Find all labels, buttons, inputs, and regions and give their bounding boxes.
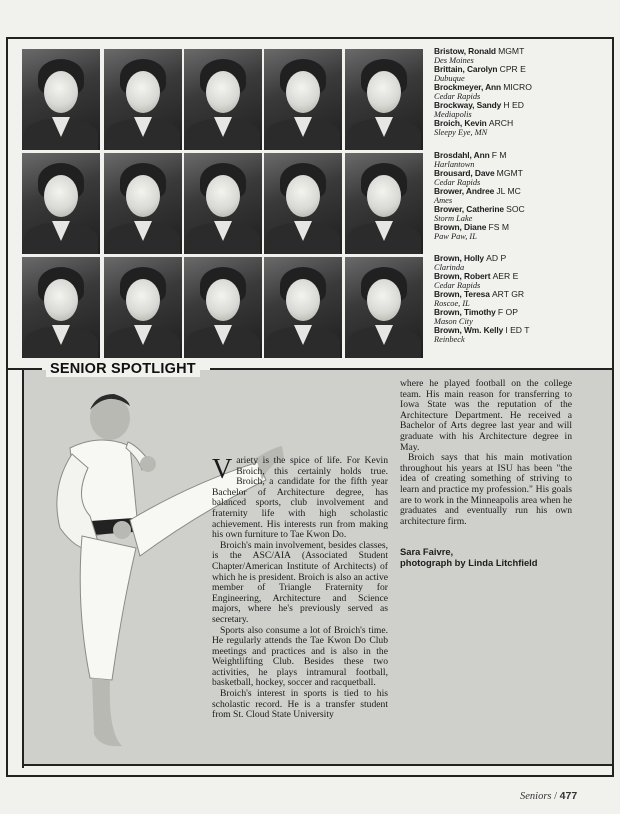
portrait-photo xyxy=(184,49,262,150)
name-entry: Brown, Wm. Kelly I ED T Reinbeck xyxy=(434,325,530,344)
paragraph: where he played football on the college team. His main reason for transferring to Iowa State was the reputation of the Architecture Department. He received a Bachelor of Arts degree last year and will graduate with his Architecture degree in May. xyxy=(400,378,572,453)
name-entry: Brown, Teresa ART GR Roscoe, IL xyxy=(434,289,525,308)
name-entry: Bristow, Ronald MGMT Des Moines xyxy=(434,46,525,65)
portrait-photo xyxy=(264,153,342,254)
portrait-photo xyxy=(104,257,182,358)
name-list-row-3 xyxy=(434,254,530,344)
portrait-grid xyxy=(22,47,424,359)
article-column-2 xyxy=(400,379,572,527)
paragraph: Broich says that his main motivation throughout his years at ISU has been "the idea of creating something of striving to learn and practice my profession." His goals are to work in the Minneapolis area when he graduates and eventually run his own architecture firm. xyxy=(400,452,572,527)
author: Sara Faivre, xyxy=(400,546,454,557)
name-entry: Brown, Robert AER E Cedar Rapids xyxy=(434,271,519,290)
name-entry: Broich, Kevin ARCH Sleepy Eye, MN xyxy=(434,118,514,137)
name-entry: Brockway, Sandy H ED Mediapolis xyxy=(434,100,524,119)
name-entry: Brittain, Carolyn CPR E Dubuque xyxy=(434,64,526,83)
portrait-photo xyxy=(345,49,423,150)
portrait-photo xyxy=(22,153,100,254)
paragraph: Broich's interest in sports is tied to his scholastic record. He is a transfer student from St. Cloud State University xyxy=(212,688,388,721)
name-entry: Brosdahl, Ann F M Harlantown xyxy=(434,150,507,169)
name-entry: Brown, Holly AD P Clarinda xyxy=(434,253,507,272)
portrait-photo xyxy=(264,49,342,150)
drop-cap: V xyxy=(212,454,233,485)
paragraph: ariety is the spice of life. For Kevin Broich, this certainly holds true. Broich, a candidate for the fifth year Bachelor of Architecture degree, has balanced sports, club involvement and fraternity life with high scholastic achievement. His interests run from making his own furniture to Tae Kwon Do. xyxy=(212,455,388,541)
divider xyxy=(22,368,24,768)
paragraph: Broich's main involvement, besides classes, is the ASC/AIA (Associated Student Chapter/American Institute of Architects) of which he is president. Broich is also an active member of Triangle Fraternity for Engineering, Architecture and Science majors, where he's previously served as secretary. xyxy=(212,539,388,625)
photo-credit: photograph by Linda Litchfield xyxy=(400,557,538,568)
name-list-row-2 xyxy=(434,151,525,241)
article-column-1 xyxy=(212,456,388,721)
portrait-photo xyxy=(104,153,182,254)
name-entry: Brockmeyer, Ann MICRO Cedar Rapids xyxy=(434,82,532,101)
name-entry: Brown, Diane FS M Paw Paw, IL xyxy=(434,222,510,241)
portrait-photo xyxy=(22,257,100,358)
section-name: Seniors xyxy=(520,791,552,802)
portrait-photo xyxy=(184,257,262,358)
name-entry: Brower, Catherine SOC Storm Lake xyxy=(434,204,525,223)
divider xyxy=(210,368,614,370)
name-entry: Brousard, Dave MGMT Cedar Rapids xyxy=(434,168,523,187)
portrait-photo xyxy=(104,49,182,150)
separator: / xyxy=(554,791,558,802)
name-entry: Brower, Andree JL MC Ames xyxy=(434,186,521,205)
paragraph: Sports also consume a lot of Broich's time. He regularly attends the Tae Kwon Do Club meetings and practices and is also in the Weightlifting Club. Besides these two activities, he plays intramural football, basketball, hockey, soccer and racquetball. xyxy=(212,624,388,689)
page-number: 477 xyxy=(559,790,578,802)
spotlight-heading: SENIOR SPOTLIGHT xyxy=(46,361,200,377)
name-entry: Brown, Timothy F OP Mason City xyxy=(434,307,518,326)
divider xyxy=(6,368,42,370)
portrait-photo xyxy=(345,257,423,358)
portrait-photo xyxy=(22,49,100,150)
portrait-photo xyxy=(345,153,423,254)
name-list-row-1 xyxy=(434,47,532,137)
byline xyxy=(400,546,538,568)
page-footer xyxy=(520,790,577,802)
portrait-photo xyxy=(184,153,262,254)
portrait-photo xyxy=(264,257,342,358)
